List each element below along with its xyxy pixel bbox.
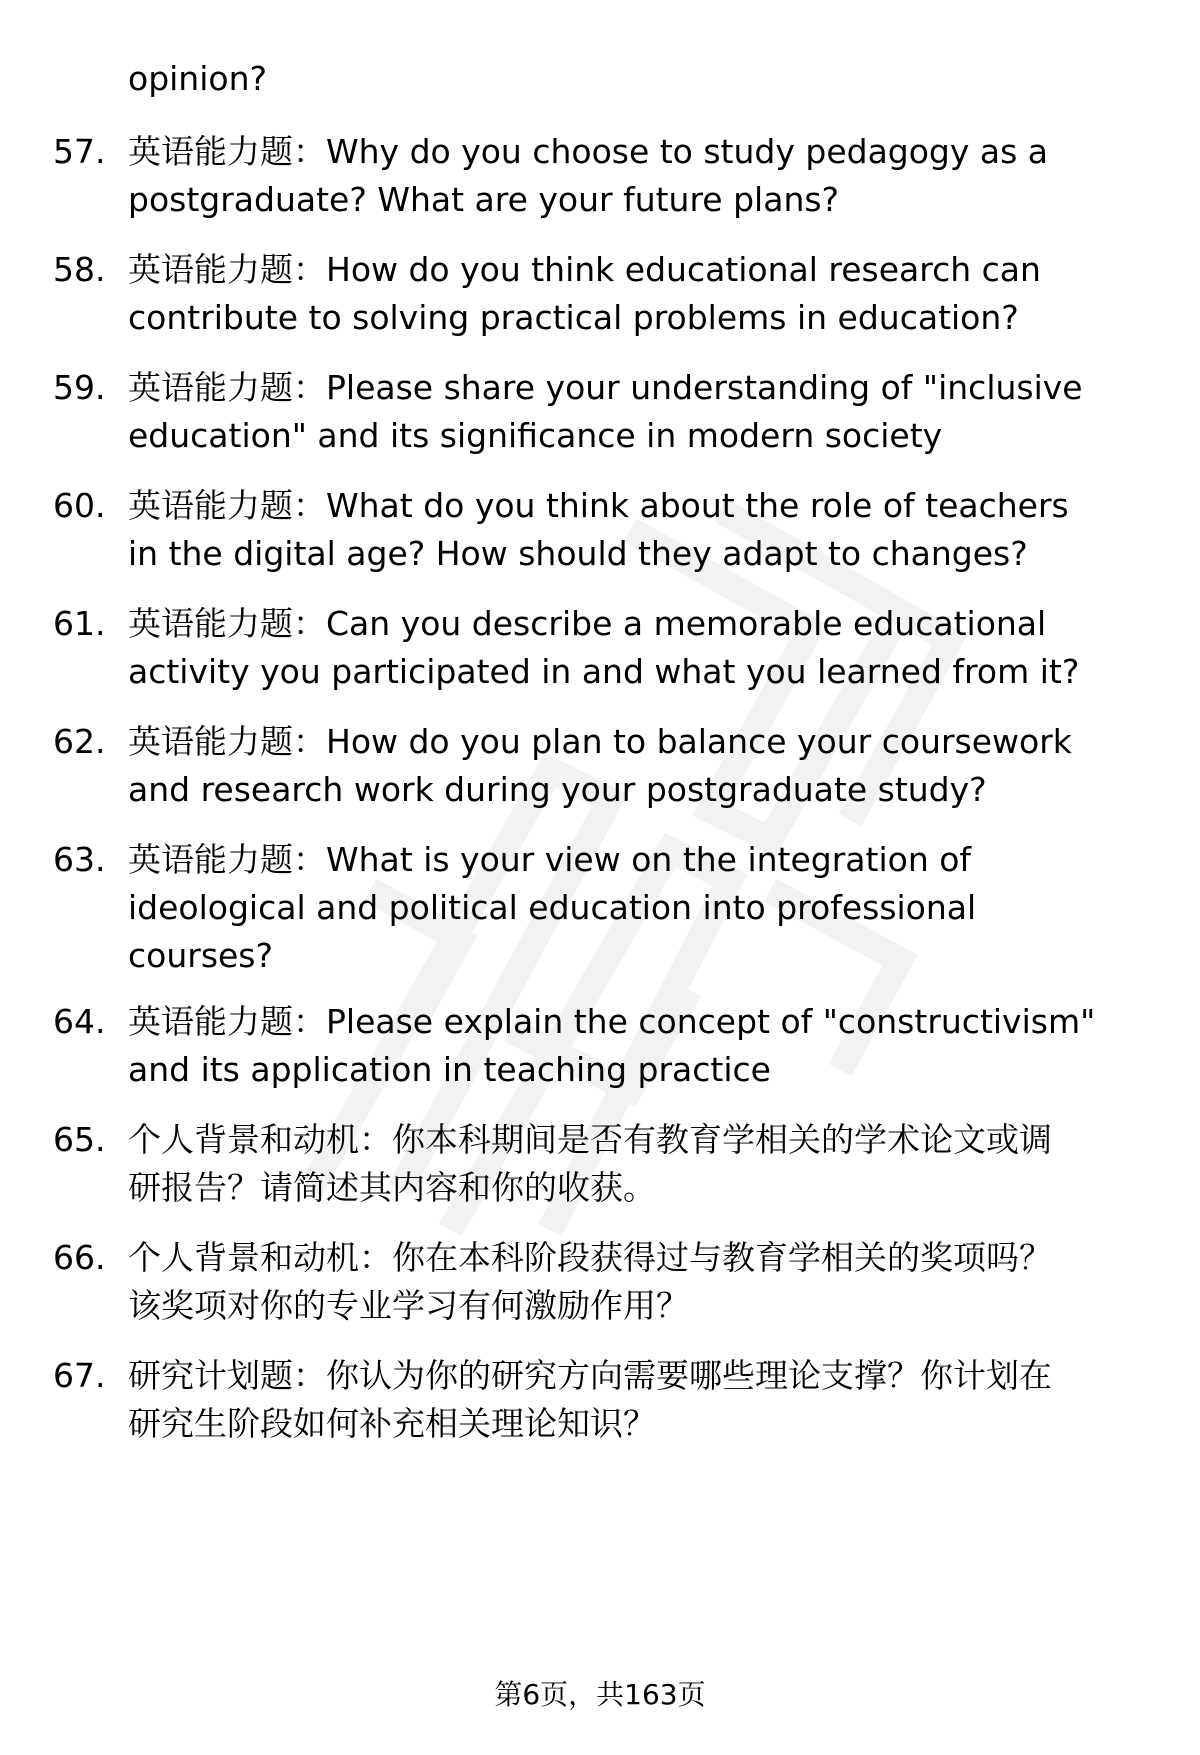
question-number: 57.: [53, 132, 106, 171]
question-line: 英语能力题：What is your view on the integration of: [128, 840, 972, 879]
question-text: [128, 1234, 1138, 1330]
question-number: 59.: [53, 368, 106, 407]
question-text: [128, 998, 1138, 1094]
question-line: 英语能力题：Please share your understanding of "inclusive: [128, 368, 1083, 407]
question-line: and its application in teaching practice: [128, 1050, 771, 1089]
continuation-text: opinion?: [128, 59, 268, 98]
question-line: 英语能力题：Why do you choose to study pedagogy as a: [128, 132, 1049, 171]
question-number: 58.: [53, 250, 106, 289]
question-line: activity you participated in and what you learned from it?: [128, 652, 1080, 691]
question-number: 66.: [53, 1238, 106, 1277]
question-line: 英语能力题：What do you think about the role of teachers: [128, 486, 1069, 525]
question-number: 63.: [53, 840, 106, 879]
question-text: [128, 1352, 1138, 1448]
question-line: education" and its significance in modern society: [128, 416, 943, 455]
question-line: contribute to solving practical problems in education?: [128, 298, 1019, 337]
question-line: 英语能力题：Please explain the concept of "constructivism": [128, 1002, 1096, 1041]
question-text: [128, 482, 1138, 578]
question-line: and research work during your postgraduate study?: [128, 770, 987, 809]
question-number: 67.: [53, 1356, 106, 1395]
question-text: [128, 1116, 1138, 1212]
question-line: 研究生阶段如何补充相关理论知识？: [128, 1404, 656, 1443]
question-text: [128, 836, 1138, 980]
question-text: [128, 246, 1138, 342]
question-number: 60.: [53, 486, 106, 525]
question-number: 62.: [53, 722, 106, 761]
question-text: [128, 364, 1138, 460]
question-text: [128, 600, 1138, 696]
question-text: [128, 128, 1138, 224]
question-line: courses?: [128, 936, 274, 975]
question-line: 英语能力题：Can you describe a memorable educational: [128, 604, 1047, 643]
question-line: 研究计划题：你认为你的研究方向需要哪些理论支撑？你计划在: [128, 1356, 1052, 1395]
question-line: ideological and political education into professional: [128, 888, 977, 927]
question-line: 个人背景和动机：你在本科阶段获得过与教育学相关的奖项吗？: [128, 1238, 1052, 1277]
question-line: 个人背景和动机：你本科期间是否有教育学相关的学术论文或调: [128, 1120, 1052, 1159]
question-line: 英语能力题：How do you think educational research can: [128, 250, 1041, 289]
question-text: [128, 718, 1138, 814]
page-number-footer: 第6页，共163页: [494, 1678, 706, 1711]
question-line: 英语能力题：How do you plan to balance your coursework: [128, 722, 1072, 761]
question-line: 该奖项对你的专业学习有何激励作用？: [128, 1286, 689, 1325]
question-line: in the digital age? How should they adapt to changes?: [128, 534, 1028, 573]
question-number: 65.: [53, 1120, 106, 1159]
question-number: 61.: [53, 604, 106, 643]
question-line: 研报告？请简述其内容和你的收获。: [128, 1168, 656, 1207]
question-line: postgraduate? What are your future plans?: [128, 180, 840, 219]
question-number: 64.: [53, 1002, 106, 1041]
